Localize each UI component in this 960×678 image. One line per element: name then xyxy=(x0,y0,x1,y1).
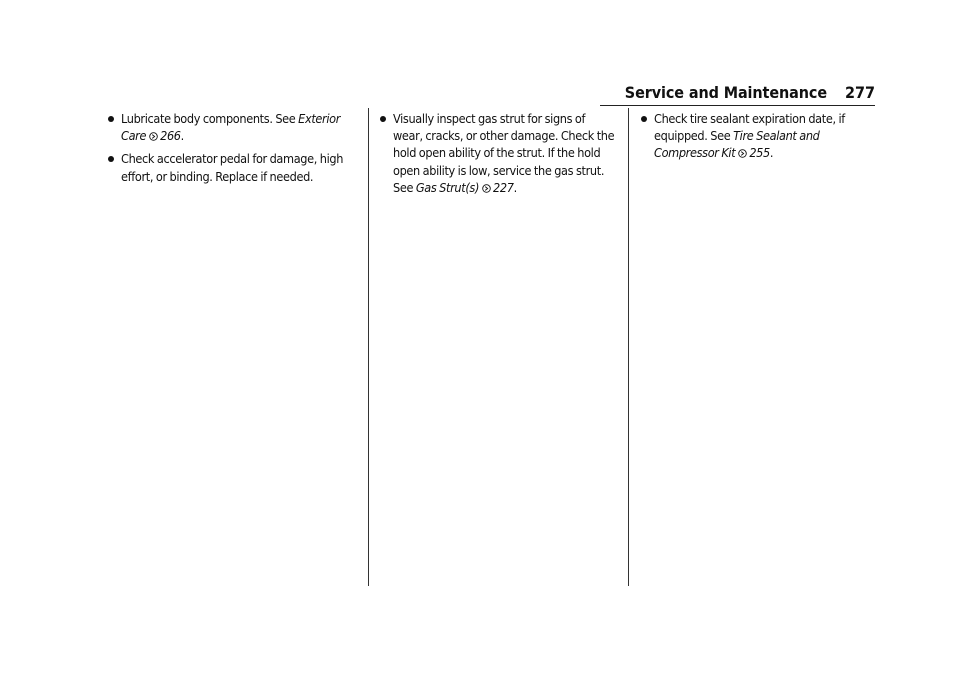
item-text: Lubricate body components. See xyxy=(121,111,299,126)
bullet-dot-icon xyxy=(108,156,114,162)
page-reference-arrow-icon xyxy=(149,132,158,141)
list-item xyxy=(380,110,616,196)
section-title: Service and Maintenance xyxy=(624,83,827,102)
list-item xyxy=(108,150,344,184)
page-reference-arrow-icon xyxy=(482,184,491,193)
item-text: Visually inspect gas strut for signs of wear, cracks, or other damage. Check the hold open ability of the strut. If the hold open ability is low, service the gas strut. See xyxy=(393,111,615,195)
list-item xyxy=(108,110,344,144)
column-2 xyxy=(380,110,616,202)
item-text: Check accelerator pedal for damage, high effort, or binding. Replace if needed. xyxy=(121,151,344,184)
cross-reference-link[interactable]: Tire Sealant and Compressor Kit xyxy=(654,128,820,161)
cross-reference-link[interactable]: Exterior Care xyxy=(121,111,341,144)
page-header xyxy=(600,80,875,106)
column-3 xyxy=(641,110,877,168)
list-item xyxy=(641,110,877,162)
reference-page-number[interactable]: 255 xyxy=(749,145,770,161)
page-number: 277 xyxy=(844,83,875,102)
item-trailing: . xyxy=(769,145,774,161)
header-rule xyxy=(600,105,875,106)
column-divider-1 xyxy=(368,108,369,586)
page-reference-arrow-icon xyxy=(738,149,747,158)
item-trailing: . xyxy=(180,128,184,144)
bullet-dot-icon xyxy=(380,116,386,122)
bullet-dot-icon xyxy=(108,116,114,122)
bullet-dot-icon xyxy=(641,116,647,122)
item-text: Check tire sealant expiration date, if equipped. See xyxy=(654,111,845,144)
column-divider-2 xyxy=(628,108,629,586)
cross-reference-link[interactable]: Gas Strut(s) xyxy=(415,179,480,195)
item-trailing: . xyxy=(513,179,517,195)
column-1 xyxy=(108,110,344,191)
reference-page-number[interactable]: 227 xyxy=(493,179,514,195)
reference-page-number[interactable]: 266 xyxy=(160,128,181,144)
